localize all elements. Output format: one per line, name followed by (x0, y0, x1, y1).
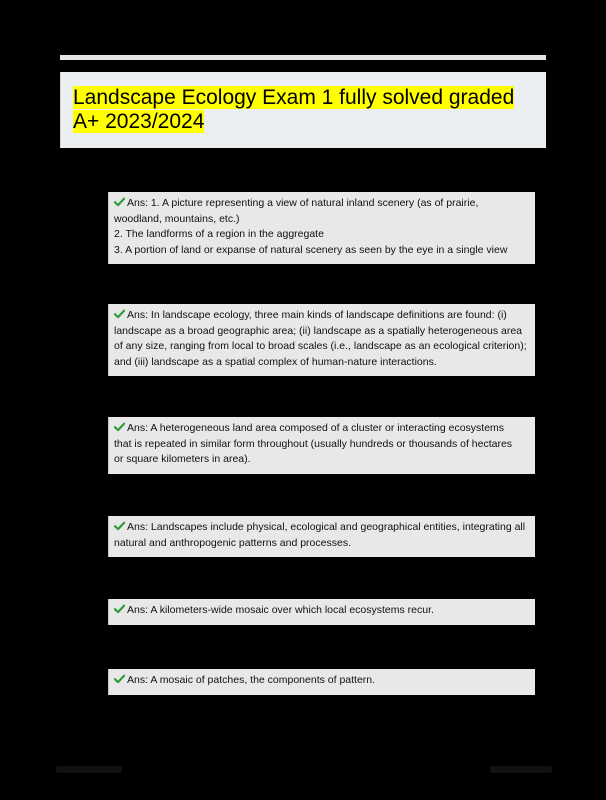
answer-box-6 (108, 669, 535, 695)
answer-line (114, 603, 527, 619)
answer-text: Ans: A kilometers-wide mosaic over which local ecosystems recur. (127, 604, 434, 616)
answer-line: 2. The landforms of a region in the aggregate (114, 228, 324, 241)
answer-line: natural and anthropogenic patterns and processes. (114, 536, 351, 549)
answer-box-5 (108, 599, 535, 625)
answer-text: Ans: In landscape ecology, three main kinds of landscape definitions are found: (i) (127, 309, 507, 321)
footer-watermark-right (490, 766, 552, 773)
page-title (73, 86, 543, 134)
check-icon (114, 309, 125, 319)
answer-line (114, 421, 527, 437)
answer-box-3 (108, 417, 535, 474)
top-divider (60, 55, 546, 60)
answer-text: Ans: 1. A picture representing a view of natural inland scenery (as of prairie, (127, 197, 479, 209)
answer-box-1 (108, 192, 535, 264)
answer-box-2 (108, 304, 535, 376)
check-icon (114, 422, 125, 432)
answer-line: 3. A portion of land or expanse of natural scenery as seen by the eye in a single view (114, 243, 508, 256)
page-title-text: Landscape Ecology Exam 1 fully solved graded A+ 2023/2024 (73, 86, 515, 133)
answer-line: and (iii) landscape as a spatial complex of human-nature interactions. (114, 355, 437, 368)
answer-text: Ans: A mosaic of patches, the components of pattern. (127, 674, 376, 686)
answer-text: Ans: A heterogeneous land area composed of a cluster or interacting ecosystems (127, 422, 505, 434)
answer-line (114, 196, 527, 212)
answer-line: or square kilometers in area). (114, 453, 251, 466)
answer-line: landscape as a broad geographic area; (ii) landscape as a spatially heterogeneous area (114, 324, 523, 337)
answer-line: that is repeated in similar form throughout (usually hundreds or thousands of hectares (114, 437, 513, 450)
answer-line (114, 308, 527, 324)
check-icon (114, 197, 125, 207)
check-icon (114, 604, 125, 614)
check-icon (114, 674, 125, 684)
answer-box-4 (108, 516, 535, 557)
answer-line: of any size, ranging from local to broad scales (i.e., landscape as an ecological criterion); (114, 340, 527, 353)
footer-watermark-left (56, 766, 122, 773)
answer-text: Ans: Landscapes include physical, ecological and geographical entities, integrating all (127, 521, 526, 533)
answer-line (114, 520, 527, 536)
title-box (60, 72, 546, 148)
answer-line: woodland, mountains, etc.) (114, 212, 240, 225)
answer-line (114, 673, 527, 689)
check-icon (114, 521, 125, 531)
